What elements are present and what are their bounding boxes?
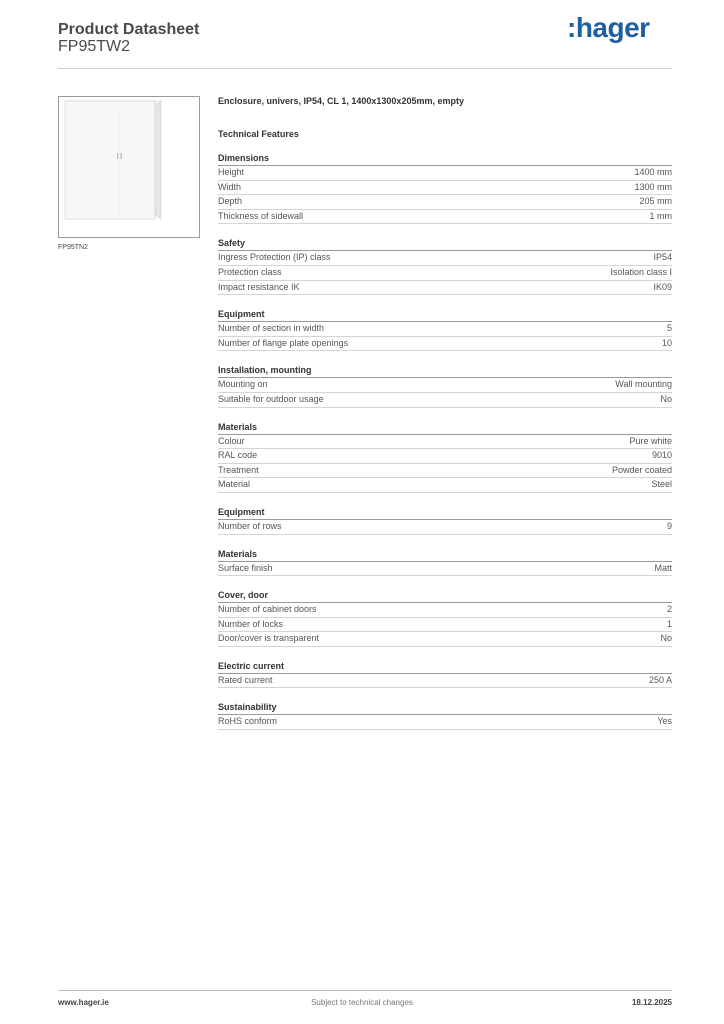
spec-row	[218, 251, 672, 266]
spec-label: Number of cabinet doors	[218, 604, 317, 615]
spec-label: Number of flange plate openings	[218, 337, 349, 348]
spec-value: 1 mm	[649, 210, 672, 221]
spec-value: 1	[666, 618, 672, 629]
section-title: Materials	[218, 548, 672, 562]
spec-value: 250 A	[648, 674, 672, 685]
spec-label: RAL code	[218, 450, 258, 461]
spec-row	[218, 322, 672, 337]
spec-section	[218, 364, 672, 407]
spec-label: Colour	[218, 435, 245, 446]
spec-label: Number of section in width	[218, 323, 325, 334]
spec-section	[218, 308, 672, 351]
spec-label: RoHS conform	[218, 716, 278, 727]
spec-row	[218, 715, 672, 730]
spec-value: 2	[666, 604, 672, 615]
spec-value: 10	[661, 337, 672, 348]
spec-row	[218, 181, 672, 196]
section-title: Sustainability	[218, 701, 672, 715]
spec-section	[218, 589, 672, 647]
spec-label: Rated current	[218, 674, 273, 685]
spec-label: Door/cover is transparent	[218, 633, 320, 644]
section-title: Dimensions	[218, 152, 672, 166]
spec-section	[218, 421, 672, 493]
section-title: Cover, door	[218, 589, 672, 603]
spec-label: Width	[218, 181, 242, 192]
spec-row	[218, 478, 672, 493]
spec-value: IK09	[653, 281, 672, 292]
spec-row	[218, 378, 672, 393]
spec-value: No	[660, 633, 672, 644]
spec-row	[218, 520, 672, 535]
spec-label: Depth	[218, 196, 243, 207]
spec-row	[218, 435, 672, 450]
spec-label: Material	[218, 479, 251, 490]
spec-sections	[218, 152, 672, 730]
section-title: Equipment	[218, 308, 672, 322]
spec-row	[218, 603, 672, 618]
spec-value: 1300 mm	[634, 181, 672, 192]
footer-divider	[58, 990, 672, 991]
section-title: Equipment	[218, 506, 672, 520]
spec-value: No	[660, 393, 672, 404]
spec-value: 1400 mm	[634, 167, 672, 177]
spec-row	[218, 449, 672, 464]
spec-label: Surface finish	[218, 562, 273, 573]
spec-section	[218, 152, 672, 224]
spec-row	[218, 195, 672, 210]
section-title: Safety	[218, 237, 672, 251]
spec-row	[218, 562, 672, 577]
spec-section	[218, 506, 672, 535]
spec-row	[218, 464, 672, 479]
spec-section	[218, 548, 672, 577]
spec-section	[218, 701, 672, 730]
spec-row	[218, 632, 672, 647]
spec-row	[218, 281, 672, 296]
spec-row	[218, 618, 672, 633]
product-image	[58, 96, 200, 238]
spec-row	[218, 266, 672, 281]
spec-value: Pure white	[629, 435, 672, 446]
spec-label: Suitable for outdoor usage	[218, 393, 324, 404]
spec-label: Mounting on	[218, 379, 268, 390]
section-title: Installation, mounting	[218, 364, 672, 378]
logo-text: hager	[575, 12, 650, 43]
footer-website[interactable]: www.hager.ie	[58, 998, 109, 1007]
spec-value: Steel	[651, 479, 672, 490]
spec-value: Isolation class I	[610, 266, 672, 277]
spec-value: Yes	[657, 716, 672, 727]
spec-label: Ingress Protection (IP) class	[218, 252, 331, 263]
page-title: Product Datasheet	[58, 21, 200, 38]
header-divider	[58, 68, 672, 69]
spec-value: 205 mm	[639, 196, 672, 207]
spec-value: Matt	[654, 562, 672, 573]
hager-logo: :hager	[567, 12, 650, 43]
spec-value: 5	[666, 323, 672, 334]
spec-label: Impact resistance IK	[218, 281, 300, 292]
spec-section	[218, 660, 672, 689]
spec-label: Protection class	[218, 266, 282, 277]
spec-value: IP54	[653, 252, 672, 263]
spec-value: 9	[666, 520, 672, 531]
section-title: Electric current	[218, 660, 672, 674]
spec-label: Number of locks	[218, 618, 284, 629]
footer-notice: Subject to technical changes	[311, 998, 413, 1007]
datasheet-content	[218, 93, 672, 730]
footer-date: 18.12.2025	[631, 998, 672, 1007]
spec-label: Treatment	[218, 464, 259, 475]
spec-value: 9010	[651, 450, 672, 461]
enclosure-cabinet-icon	[59, 97, 199, 237]
spec-row	[218, 166, 672, 181]
spec-value: Powder coated	[611, 464, 672, 475]
spec-section	[218, 237, 672, 295]
spec-row	[218, 210, 672, 225]
spec-row	[218, 674, 672, 689]
spec-row	[218, 337, 672, 352]
spec-row	[218, 393, 672, 408]
spec-label: Number of rows	[218, 520, 282, 531]
spec-label: Thickness of sidewall	[218, 210, 304, 221]
spec-value: Wall mounting	[615, 379, 672, 390]
product-description: Enclosure, univers, IP54, CL 1, 1400x1300x205mm, empty	[218, 96, 464, 106]
image-caption: FP95TN2	[58, 244, 88, 251]
product-code: FP95TW2	[58, 38, 131, 55]
section-title: Materials	[218, 421, 672, 435]
spec-label: Height	[218, 167, 245, 177]
technical-features-heading: Technical Features	[218, 129, 299, 139]
